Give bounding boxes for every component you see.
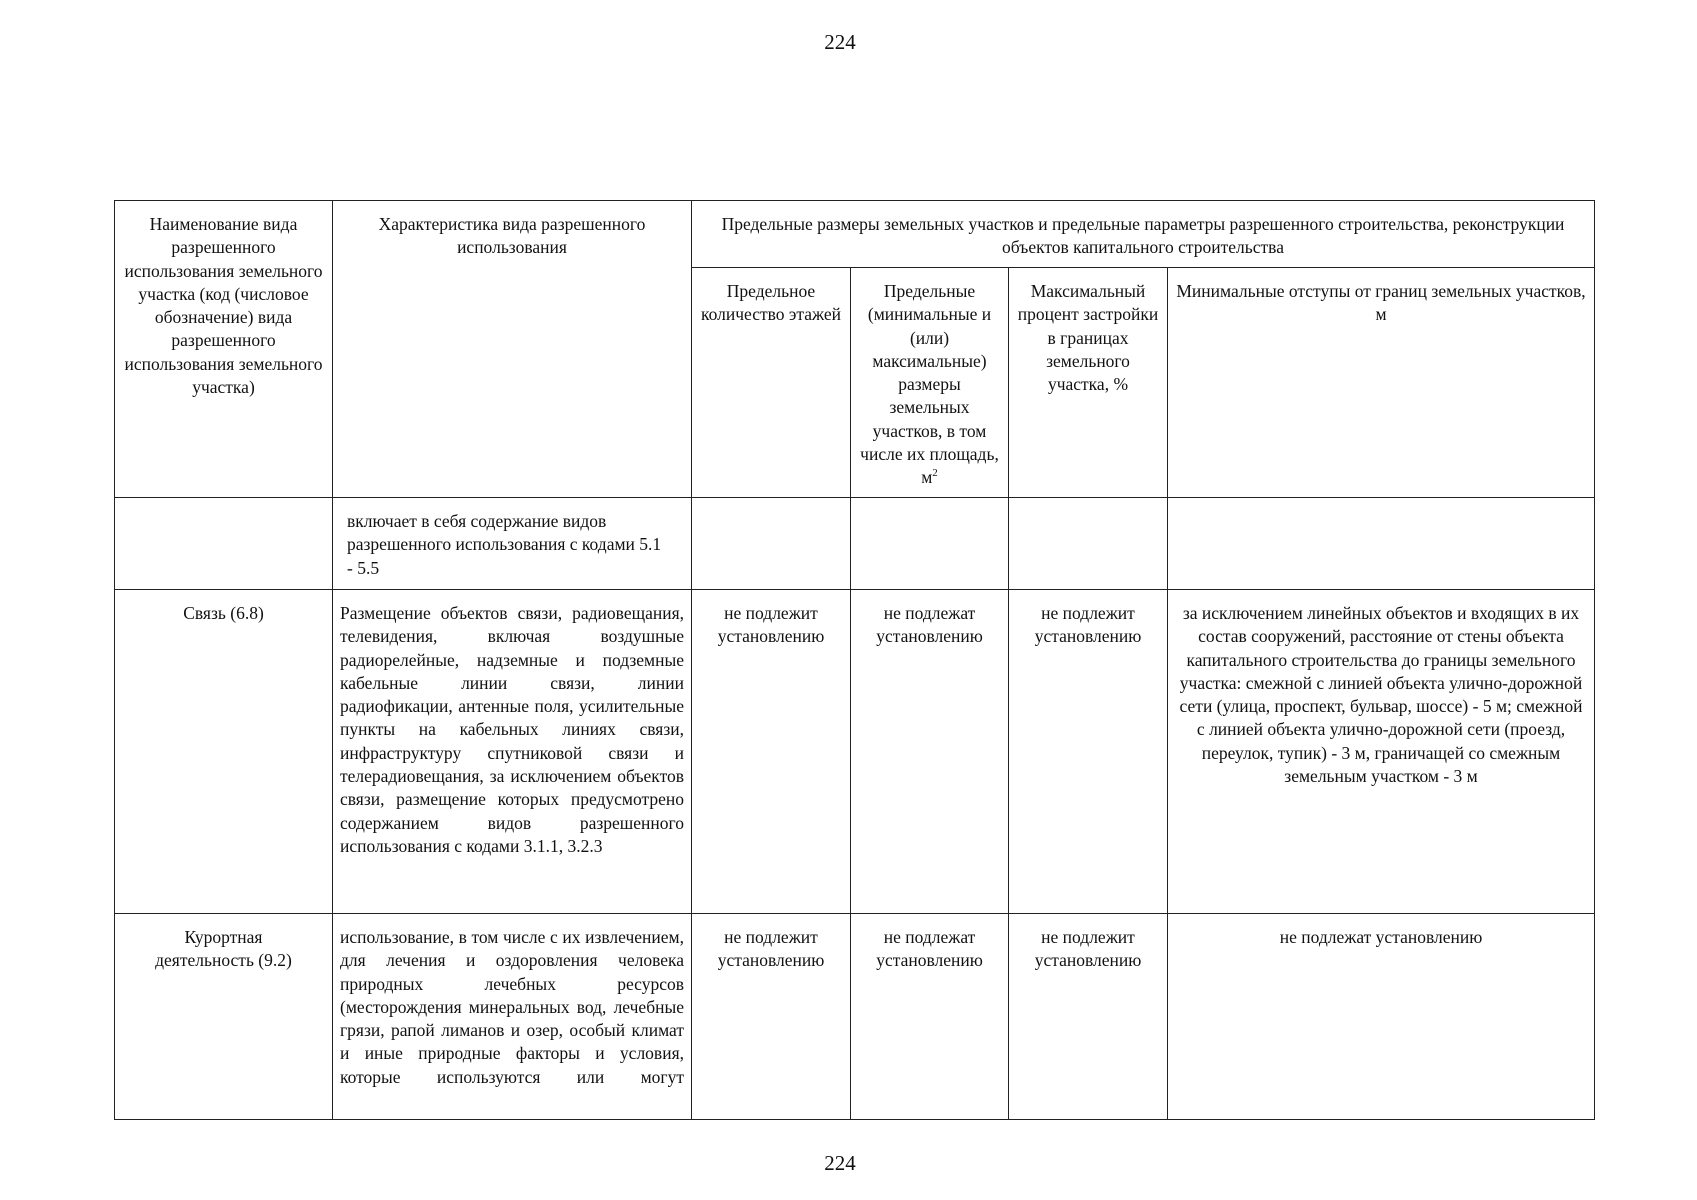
header-setbacks: Минимальные отступы от границ земельных участков, м (1168, 268, 1595, 498)
row-0-coverage (1009, 498, 1168, 590)
header-coverage: Максимальный процент застройки в границах земельного участка, % (1009, 268, 1168, 498)
row-0-setbacks (1168, 498, 1595, 590)
land-use-regulations-table (114, 200, 1595, 1120)
row-2-name: Курортная деятельность (9.2) (115, 914, 333, 1120)
row-1-characteristic: Размещение объектов связи, радиовещания, телевидения, включая воздушные радиорелейные, надземные и подземные кабельные линии связи, линии радиофикации, антенные поля, усилительные пункты на кабельных линиях связи, инфраструктуру спутниковой связи и телерадиовещания, за исключением объектов связи, размещение которых предусмотрено содержанием видов разрешенного использования с кодами 3.1.1, 3.2.3 (333, 590, 692, 914)
row-0-characteristic: включает в себя содержание видов разрешенного использования с кодами 5.1 - 5.5 (333, 498, 692, 590)
header-limits-group: Предельные размеры земельных участков и предельные параметры разрешенного строительства, реконструкции объектов капитального строительства (692, 201, 1595, 268)
row-2-floors: не подлежит установлению (692, 914, 851, 1120)
row-1-floors: не подлежит установлению (692, 590, 851, 914)
row-1-coverage: не подлежит установлению (1009, 590, 1168, 914)
row-1-name: Связь (6.8) (115, 590, 333, 914)
table-header-row-1 (115, 201, 1595, 268)
table-row (115, 498, 1595, 590)
table-row (115, 914, 1595, 1120)
header-plot-sizes-superscript: 2 (932, 467, 938, 480)
row-0-name (115, 498, 333, 590)
row-1-plot-sizes: не подлежат установлению (851, 590, 1009, 914)
header-characteristic: Характеристика вида разрешенного использования (333, 201, 692, 498)
row-2-plot-sizes: не подлежат установлению (851, 914, 1009, 1120)
row-1-setbacks: за исключением линейных объектов и входящих в их состав сооружений, расстояние от стены объекта капитального строительства до границы земельного участка: смежной с линией объекта улично-дорожной сети (улица, проспект, бульвар, шоссе) - 5 м; смежной с линией объекта улично-дорожной сети (проезд, переулок, тупик) - 3 м, граничащей со смежным земельным участком - 3 м (1168, 590, 1595, 914)
row-2-characteristic: использование, в том числе с их извлечением, для лечения и оздоровления человека природных лечебных ресурсов (месторождения минеральных вод, лечебные грязи, рапой лиманов и озер, особый климат и иные природные факторы и условия, которые используются или могут (333, 914, 692, 1120)
row-2-coverage: не подлежит установлению (1009, 914, 1168, 1120)
page-number-bottom: 224 (824, 1151, 856, 1175)
header-name: Наименование вида разрешенного использования земельного участка (код (числовое обозначение) вида разрешенного использования земельного участка) (115, 201, 333, 498)
header-floors: Предельное количество этажей (692, 268, 851, 498)
row-0-floors (692, 498, 851, 590)
table-row (115, 590, 1595, 914)
header-plot-sizes-text: Предельные (минимальные и (или) максимальные) размеры земельных участков, в том числе их площадь, м (860, 281, 999, 488)
row-2-setbacks: не подлежат установлению (1168, 914, 1595, 1120)
page-number-top: 224 (824, 30, 856, 54)
row-0-plot-sizes (851, 498, 1009, 590)
header-plot-sizes (851, 268, 1009, 498)
